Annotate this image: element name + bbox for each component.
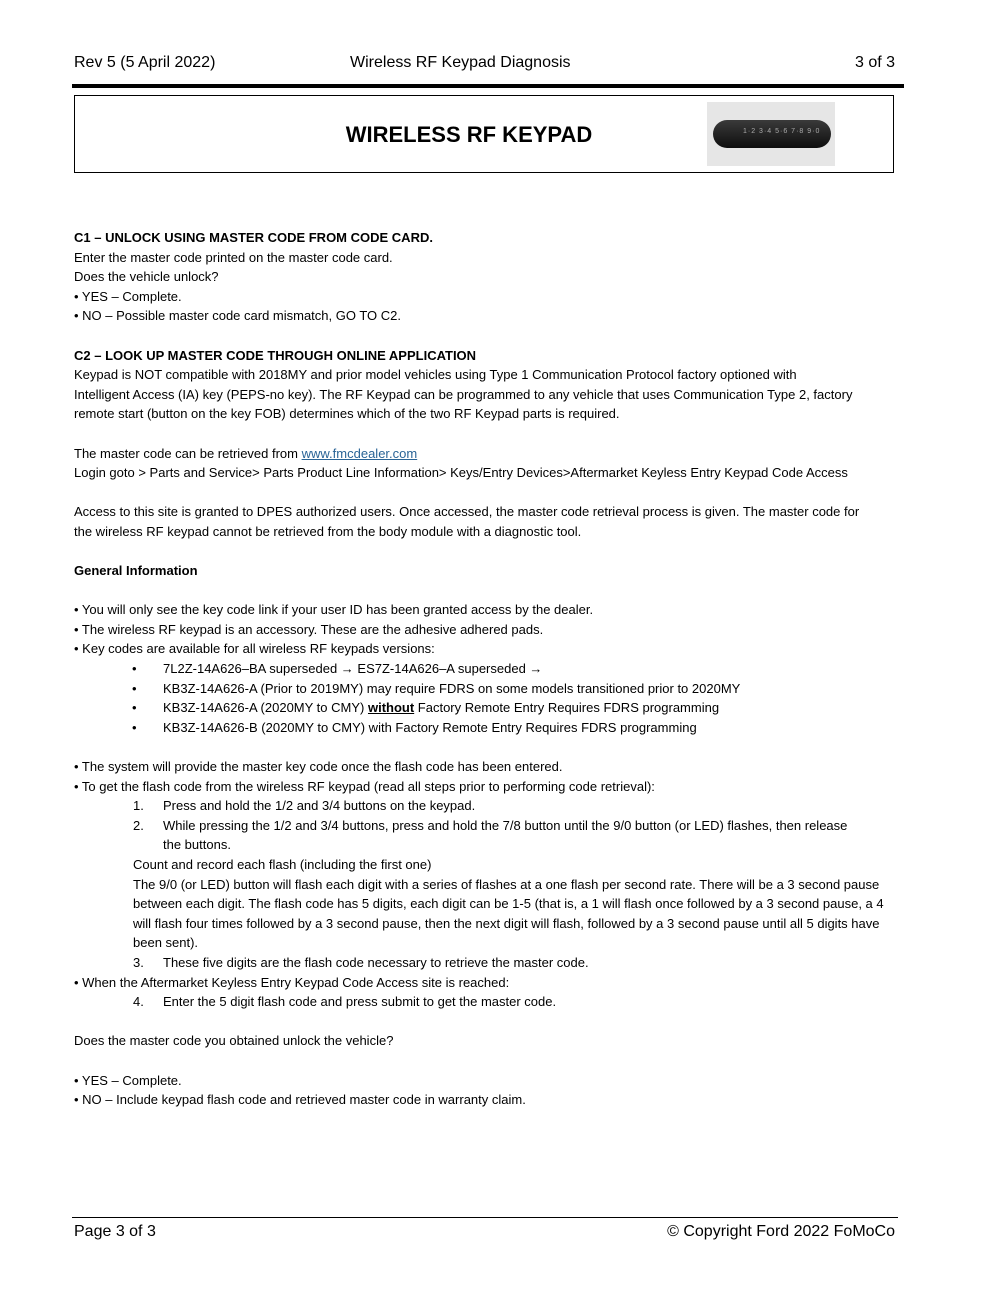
answer-yes: • YES – Complete. bbox=[74, 1072, 182, 1088]
step-text: These five digits are the flash code necessary to retrieve the master code. bbox=[163, 954, 589, 970]
step-3 bbox=[74, 953, 904, 973]
general-heading: General Information bbox=[74, 563, 198, 579]
access-line: the wireless RF keypad cannot be retrieved from the body module with a diagnostic tool. bbox=[74, 523, 582, 539]
header-doc-title: Wireless RF Keypad Diagnosis bbox=[350, 54, 571, 71]
step-2 bbox=[74, 816, 904, 836]
keypad-digits: 1·2 3·4 5·6 7·8 9·0 bbox=[743, 128, 821, 135]
login-path: Login goto > Parts and Service> Parts Product Line Information> Keys/Entry Devices>Aftermarket Keyless Entry Keypad Code Access bbox=[74, 465, 848, 481]
title-box bbox=[74, 95, 894, 173]
c1-line: Does the vehicle unlock? bbox=[74, 269, 219, 285]
keypad-photo bbox=[707, 102, 835, 166]
version-text: KB3Z-14A626-A (2020MY to CMY) bbox=[163, 700, 368, 716]
without-emphasis: without bbox=[367, 700, 415, 716]
step-number: 3. bbox=[133, 954, 144, 970]
final-question: Does the master code you obtained unlock the vehicle? bbox=[74, 1033, 394, 1049]
step-number: 2. bbox=[133, 817, 144, 833]
footer-page: Page 3 of 3 bbox=[74, 1223, 156, 1240]
site-reached-bullet: • When the Aftermarket Keyless Entry Keypad Code Access site is reached: bbox=[74, 974, 510, 990]
flash-intro: • To get the flash code from the wireless RF keypad (read all steps prior to performing code retrieval): bbox=[74, 778, 655, 794]
c2-heading: C2 – LOOK UP MASTER CODE THROUGH ONLINE APPLICATION bbox=[74, 347, 477, 363]
access-line: Access to this site is granted to DPES authorized users. Once accessed, the master code retrieval process is given. The master code for bbox=[74, 504, 860, 520]
header-page-number: 3 of 3 bbox=[854, 54, 895, 71]
c1-line: Enter the master code printed on the master code card. bbox=[74, 249, 393, 265]
version-item bbox=[74, 698, 904, 718]
version-item: • 7L2Z-14A626–BA superseded → ES7Z-14A626–A superseded → bbox=[74, 659, 904, 679]
step-1 bbox=[74, 796, 904, 816]
step-number: 4. bbox=[133, 994, 144, 1010]
footer-copyright: © Copyright Ford 2022 FoMoCo bbox=[667, 1223, 895, 1240]
c1-line: • NO – Possible master code card mismatch, GO TO C2. bbox=[74, 308, 402, 324]
count-instruction: Count and record each flash (including the first one) bbox=[133, 857, 432, 872]
c2-para-line: Intelligent Access (IA) key (PEPS-no key). The RF Keypad can be programmed to any vehicle that uses Communication Type 2, factory bbox=[74, 386, 853, 402]
page-title: WIRELESS RF KEYPAD bbox=[345, 122, 593, 147]
step-2-continued: the buttons. bbox=[163, 837, 231, 853]
fmcdealer-link[interactable]: www.fmcdealer.com bbox=[301, 445, 418, 461]
general-bullet: • Key codes are available for all wireless RF keypads versions: bbox=[74, 641, 435, 657]
version-item: • KB3Z-14A626-A (Prior to 2019MY) may require FDRS on some models transitioned prior to 2020MY bbox=[74, 679, 904, 699]
header-revision: Rev 5 (5 April 2022) bbox=[74, 54, 216, 71]
document-body bbox=[74, 228, 904, 1110]
general-bullet: • The wireless RF keypad is an accessory. These are the adhesive adhered pads. bbox=[74, 621, 544, 637]
keypad-pad bbox=[713, 120, 831, 148]
retrieve-text: The master code can be retrieved from bbox=[74, 445, 302, 461]
c2-para-line: remote start (button on the key FOB) determines which of the two RF Keypad parts is required. bbox=[74, 406, 620, 422]
version-item: • KB3Z-14A626-B (2020MY to CMY) with Factory Remote Entry Requires FDRS programming bbox=[74, 718, 904, 738]
step-4 bbox=[74, 992, 904, 1012]
footer-rule bbox=[72, 1217, 898, 1218]
step-text: While pressing the 1/2 and 3/4 buttons, press and hold the 7/8 button until the 9/0 button (or LED) flashes, then release bbox=[163, 817, 848, 833]
system-bullet: • The system will provide the master key code once the flash code has been entered. bbox=[74, 759, 563, 775]
version-text: Factory Remote Entry Requires FDRS programming bbox=[414, 700, 720, 716]
step-number: 1. bbox=[133, 798, 144, 814]
header-rule bbox=[72, 84, 904, 88]
c2-para-line: Keypad is NOT compatible with 2018MY and prior model vehicles using Type 1 Communication Protocol factory optioned with bbox=[74, 367, 797, 383]
step-text: Press and hold the 1/2 and 3/4 buttons on the keypad. bbox=[163, 798, 476, 814]
c1-line: • YES – Complete. bbox=[74, 288, 182, 304]
retrieve-line bbox=[74, 444, 904, 464]
flash-description: The 9/0 (or LED) button will flash each digit with a series of flashes at a one flash per second rate. There will be a 3 second pause between each digit. The flash code has 5 digits, each digit can be 1-5 (that is, a 1 will flash once followed by a 3 second pause, a 4 will flash four times followed by a 3 second pause, then the next digit will flash, followed by a 3 second pause until all 5 digits have been sent). bbox=[133, 876, 884, 951]
c1-heading: C1 – UNLOCK USING MASTER CODE FROM CODE CARD. bbox=[74, 230, 433, 245]
step-text: Enter the 5 digit flash code and press submit to get the master code. bbox=[163, 994, 557, 1010]
answer-no: • NO – Include keypad flash code and retrieved master code in warranty claim. bbox=[74, 1092, 526, 1108]
general-bullet: • You will only see the key code link if your user ID has been granted access by the dealer. bbox=[74, 602, 594, 618]
